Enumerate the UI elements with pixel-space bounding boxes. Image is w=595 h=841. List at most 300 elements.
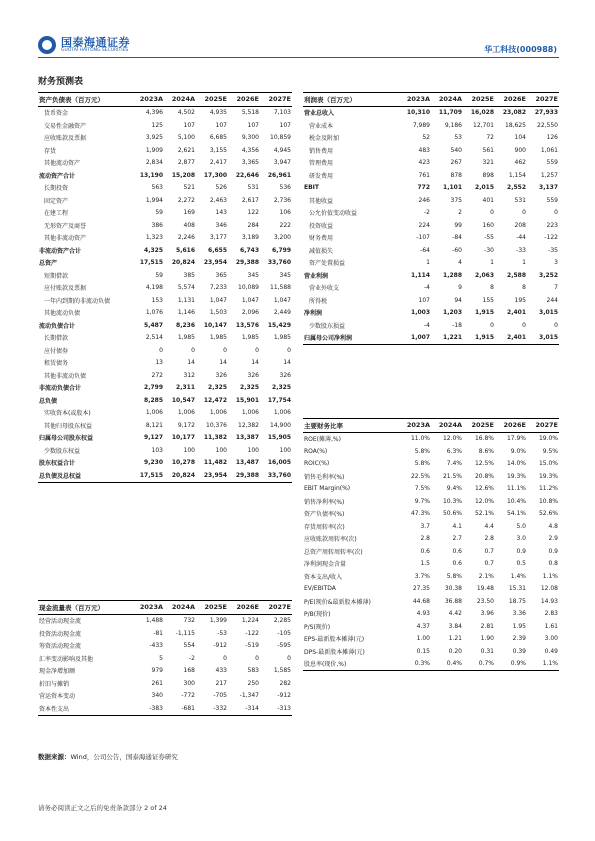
- cell-value: -519: [245, 642, 259, 650]
- cell-value: 13,387: [235, 434, 259, 442]
- cell-value: 2.83: [544, 610, 558, 618]
- cell-value: 19.3%: [538, 472, 558, 480]
- footer-disclaimer: 请务必阅读正文之后的免责条款部分 2 of 24: [38, 804, 167, 812]
- row-label: 一年内到期的非流动负债: [44, 297, 111, 305]
- cell-value: 0: [554, 209, 558, 217]
- logo-mark-icon: [38, 36, 56, 54]
- cell-value: 100: [215, 446, 227, 454]
- table-row: [38, 194, 292, 207]
- cell-value: 1.5: [420, 560, 430, 568]
- table-row: [303, 169, 559, 182]
- cell-value: 36.88: [444, 597, 462, 605]
- cell-value: 2.9: [548, 535, 558, 543]
- cell-value: 2,588: [507, 271, 526, 279]
- cell-value: 1,154: [508, 171, 526, 179]
- cell-value: 1,221: [443, 334, 462, 342]
- cell-value: 2,514: [145, 334, 163, 342]
- cell-value: 1,985: [177, 334, 195, 342]
- cell-value: 11.2%: [538, 485, 558, 493]
- cell-value: 1,006: [241, 409, 259, 417]
- cell-value: 10,859: [270, 134, 291, 142]
- cell-value: 169: [183, 209, 195, 217]
- cell-value: 561: [482, 146, 494, 154]
- cell-value: 0.9: [548, 547, 558, 555]
- cell-value: 33,760: [267, 259, 291, 267]
- cell-value: 272: [151, 371, 163, 379]
- cell-value: 13,487: [235, 459, 259, 467]
- cell-value: 10,376: [206, 421, 227, 429]
- cell-value: 11,588: [270, 284, 291, 292]
- row-label: 公允价值变动收益: [309, 210, 358, 218]
- cell-value: 1,288: [443, 271, 462, 279]
- year-header: 2025E: [471, 421, 494, 430]
- table-row: [303, 207, 559, 220]
- cell-value: -53: [217, 629, 227, 637]
- table-row: [303, 294, 559, 307]
- cell-value: 50.6%: [442, 510, 462, 518]
- cell-value: 0.7%: [478, 660, 494, 668]
- row-label: 资产负债率(%): [304, 511, 345, 519]
- cell-value: 8: [522, 284, 526, 292]
- cell-value: 5,100: [177, 134, 195, 142]
- cell-value: 3.7%: [414, 572, 430, 580]
- table-row: [303, 219, 559, 232]
- cell-value: 0: [223, 346, 227, 354]
- cell-value: 0: [255, 654, 259, 662]
- row-label: 投资活动现金流: [39, 630, 82, 638]
- cell-value: 2.8: [420, 535, 430, 543]
- row-label: 总资产周转周转率(次): [304, 548, 363, 556]
- row-label: 经营活动现金流: [39, 618, 82, 626]
- cell-value: 3.7: [420, 522, 430, 530]
- cell-value: 8,285: [144, 396, 163, 404]
- row-label: ROA(%): [304, 447, 328, 455]
- cell-value: 14.0%: [506, 460, 526, 468]
- table-row: [38, 294, 292, 307]
- table-row: [38, 207, 292, 220]
- table-row: [303, 495, 559, 508]
- table-row: [303, 307, 559, 320]
- cell-value: 4,935: [209, 109, 227, 117]
- cell-value: 2,834: [145, 159, 163, 167]
- table-row: [38, 132, 292, 145]
- row-label: 总负债及总权益: [39, 472, 82, 480]
- row-label: 总资产: [39, 260, 58, 268]
- cell-value: 52: [422, 134, 430, 142]
- cell-value: 1,047: [209, 296, 227, 304]
- cell-value: 11.1%: [506, 485, 526, 493]
- table-row: [38, 652, 292, 665]
- cell-value: 0.5: [516, 560, 526, 568]
- year-header: 2024A: [171, 603, 195, 612]
- cell-value: 12.5%: [474, 460, 494, 468]
- cell-value: -18: [452, 321, 462, 329]
- table-row: [38, 344, 292, 357]
- table-row: [38, 419, 292, 432]
- row-label: DPS-最新股本摊薄(元): [304, 648, 365, 656]
- cell-value: -60: [452, 246, 462, 254]
- cell-value: 321: [482, 159, 494, 167]
- table-row: [303, 633, 559, 646]
- cell-value: -595: [277, 642, 291, 650]
- year-header: 2023A: [406, 421, 430, 430]
- row-label: 交易性金融资产: [44, 122, 87, 130]
- cell-value: 5.8%: [414, 447, 430, 455]
- cell-value: 3,947: [273, 159, 291, 167]
- cell-value: 583: [247, 667, 259, 675]
- row-label: 资本性支出: [39, 705, 70, 713]
- cell-value: 224: [418, 221, 430, 229]
- cell-value: 1,131: [177, 296, 195, 304]
- company-logo: [38, 34, 158, 56]
- cell-value: 5,487: [144, 321, 163, 329]
- cell-value: -314: [245, 704, 259, 712]
- cell-value: 2.8: [484, 535, 494, 543]
- cell-value: 1,915: [475, 334, 494, 342]
- row-label: 净利润: [304, 310, 323, 318]
- cell-value: 94: [454, 296, 462, 304]
- cell-value: 531: [514, 196, 526, 204]
- cell-value: 326: [247, 371, 259, 379]
- cell-value: 13,576: [235, 321, 259, 329]
- data-source: [38, 752, 178, 761]
- cell-value: 300: [183, 679, 195, 687]
- cell-value: 3.36: [512, 610, 526, 618]
- cell-value: 21.5%: [442, 472, 462, 480]
- row-label: 其他流动资产: [44, 160, 81, 168]
- cell-value: 14: [283, 359, 291, 367]
- row-label: 股东权益合计: [39, 460, 76, 468]
- cell-value: 222: [279, 221, 291, 229]
- cell-value: 17,300: [203, 171, 227, 179]
- header-divider: [38, 57, 559, 58]
- table-row: [38, 157, 292, 170]
- row-label: 长期借款: [44, 335, 69, 343]
- table-title: 资产负债表（百万元）: [39, 95, 104, 104]
- cell-value: 2,246: [177, 234, 195, 242]
- cell-value: 19.3%: [506, 472, 526, 480]
- table-row: [38, 614, 292, 627]
- section-title: 财务预测表: [38, 77, 84, 87]
- row-label: 销售毛利率(%): [304, 473, 345, 481]
- source-label: 数据来源：: [38, 753, 71, 761]
- row-label: 现金净增加额: [39, 668, 76, 676]
- cell-value: 195: [514, 296, 526, 304]
- cell-value: 0: [490, 209, 494, 217]
- cell-value: 7,989: [412, 121, 430, 129]
- row-label: 净利润现金含量: [304, 561, 347, 569]
- cell-value: 30.38: [444, 585, 462, 593]
- balance-sheet-table: [38, 92, 292, 483]
- cell-value: 0.3%: [414, 660, 430, 668]
- cell-value: 4,502: [177, 109, 195, 117]
- cell-value: 15.0%: [538, 460, 558, 468]
- cell-value: 11,382: [203, 434, 227, 442]
- cell-value: 14.93: [540, 597, 558, 605]
- cell-value: 20,824: [171, 259, 195, 267]
- cell-value: 6,799: [272, 246, 291, 254]
- cell-value: -105: [277, 629, 291, 637]
- table-header-row: [38, 601, 292, 615]
- financial-ratios-table: [303, 418, 559, 671]
- cell-value: 22,550: [537, 121, 558, 129]
- cell-value: 0: [191, 346, 195, 354]
- cell-value: 17,754: [267, 396, 291, 404]
- cell-value: 0: [159, 346, 163, 354]
- year-header: 2023A: [139, 603, 163, 612]
- cell-value: 3: [554, 259, 558, 267]
- row-label: 营业总收入: [304, 110, 335, 118]
- cell-value: 1,006: [209, 409, 227, 417]
- cell-value: 16,005: [267, 459, 291, 467]
- cell-value: 7,233: [209, 284, 227, 292]
- cell-value: 1: [522, 259, 526, 267]
- cell-value: 0: [522, 209, 526, 217]
- cell-value: -122: [544, 234, 558, 242]
- row-label: 少数股东权益: [44, 447, 81, 455]
- table-row: [303, 257, 559, 270]
- row-label: 所得税: [309, 297, 328, 305]
- cell-value: 59: [155, 271, 163, 279]
- cell-value: 3.0: [516, 535, 526, 543]
- cell-value: 2,449: [273, 309, 291, 317]
- row-label: 减值损失: [309, 247, 334, 255]
- cell-value: 11.0%: [410, 435, 430, 443]
- cell-value: 2,799: [144, 384, 163, 392]
- cell-value: 100: [247, 446, 259, 454]
- cell-value: -4: [424, 284, 430, 292]
- table-row: [303, 508, 559, 521]
- cell-value: 3,015: [539, 309, 558, 317]
- cell-value: 261: [151, 679, 163, 687]
- row-label: 流动资产合计: [39, 172, 76, 180]
- cell-value: 143: [215, 209, 227, 217]
- cell-value: 10.4%: [506, 497, 526, 505]
- row-label: P/E(现价&最新股本摊薄): [304, 598, 371, 606]
- cell-value: 375: [450, 196, 462, 204]
- source-text: Wind，公司公告，国泰海通证券研究: [70, 753, 178, 761]
- cell-value: -2: [424, 209, 430, 217]
- cell-value: 3,177: [209, 234, 227, 242]
- cell-value: -313: [277, 704, 291, 712]
- cell-value: 1,909: [145, 146, 163, 154]
- row-label: EBIT: [304, 184, 319, 192]
- cell-value: 8: [490, 284, 494, 292]
- table-header-row: [303, 93, 559, 107]
- cell-value: 531: [247, 184, 259, 192]
- row-label: 非流动资产合计: [39, 247, 82, 255]
- cell-value: 18.75: [508, 597, 526, 605]
- cell-value: 5,518: [241, 109, 259, 117]
- cell-value: 9.5%: [542, 447, 558, 455]
- row-label: 固定资产: [44, 197, 69, 205]
- cell-value: 3,252: [539, 271, 558, 279]
- cell-value: 540: [450, 146, 462, 154]
- cell-value: 345: [279, 271, 291, 279]
- cell-value: 385: [183, 271, 195, 279]
- cell-value: -772: [181, 692, 195, 700]
- table-row: [38, 407, 292, 420]
- cell-value: 0.6: [452, 547, 462, 555]
- cell-value: 9,230: [144, 459, 163, 467]
- cell-value: 0.6: [420, 547, 430, 555]
- cell-value: -44: [516, 234, 526, 242]
- table-row: [38, 457, 292, 470]
- cell-value: 15,905: [267, 434, 291, 442]
- cell-value: 2,325: [272, 384, 291, 392]
- row-label: 营运资本变动: [39, 693, 76, 701]
- cell-value: 12,701: [473, 121, 494, 129]
- cell-value: 20,824: [171, 471, 195, 479]
- cell-value: 107: [247, 121, 259, 129]
- cell-value: 1.61: [544, 622, 558, 630]
- cell-value: 345: [247, 271, 259, 279]
- cell-value: 2,552: [507, 184, 526, 192]
- cell-value: 1,994: [145, 196, 163, 204]
- cell-value: 103: [151, 446, 163, 454]
- row-label: 其他归母股东权益: [44, 422, 93, 430]
- table-row: [38, 444, 292, 457]
- cell-value: -33: [516, 246, 526, 254]
- cell-value: 559: [546, 196, 558, 204]
- table-row: [303, 182, 559, 195]
- table-header-row: [38, 93, 292, 107]
- cell-value: 1.1%: [542, 660, 558, 668]
- cell-value: 104: [514, 134, 526, 142]
- cell-value: 4,945: [273, 146, 291, 154]
- row-label: 总负债: [39, 397, 58, 405]
- cell-value: 2.39: [512, 635, 526, 643]
- cell-value: 33,760: [267, 471, 291, 479]
- cell-value: 13: [155, 359, 163, 367]
- cell-value: 107: [183, 121, 195, 129]
- cell-value: 0.7: [484, 560, 494, 568]
- cell-value: 9,172: [177, 421, 195, 429]
- row-label: 销售费用: [309, 147, 334, 155]
- cell-value: 2,325: [240, 384, 259, 392]
- row-label: 实收资本(或股本): [44, 410, 91, 418]
- cell-value: 1.21: [448, 635, 462, 643]
- row-label: 短期借款: [44, 272, 69, 280]
- cell-value: 29,388: [235, 259, 259, 267]
- table-row: [38, 106, 292, 119]
- cell-value: 1,503: [209, 309, 227, 317]
- cell-value: 8,236: [176, 321, 195, 329]
- year-header: 2026E: [503, 95, 526, 104]
- cell-value: 3,155: [209, 146, 227, 154]
- cell-value: 9.7%: [414, 497, 430, 505]
- cell-value: 15,429: [267, 321, 291, 329]
- cell-value: 3,365: [241, 159, 259, 167]
- cell-value: 526: [215, 184, 227, 192]
- cell-value: 250: [247, 679, 259, 687]
- table-row: [38, 257, 292, 270]
- cell-value: 433: [215, 667, 227, 675]
- cell-value: 4,356: [241, 146, 259, 154]
- row-label: 应收账款周转率(次): [304, 536, 357, 544]
- logo-subtext: GUOTAI HAITONG SECURITIES: [61, 48, 129, 53]
- cell-value: -433: [149, 642, 163, 650]
- cell-value: 1,061: [540, 146, 558, 154]
- cell-value: 17,515: [139, 259, 163, 267]
- row-label: 投资收益: [309, 222, 334, 230]
- cell-value: 365: [215, 271, 227, 279]
- cell-value: 1,076: [145, 309, 163, 317]
- cell-value: 19.48: [476, 585, 494, 593]
- cell-value: 44.68: [412, 597, 430, 605]
- cell-value: 1,399: [209, 617, 227, 625]
- cell-value: 1.4%: [510, 572, 526, 580]
- row-label: 归属母公司净利润: [304, 335, 353, 343]
- year-header: 2027E: [268, 95, 291, 104]
- year-header: 2024A: [438, 421, 462, 430]
- row-label: 货币资金: [44, 110, 69, 118]
- table-row: [303, 157, 559, 170]
- cell-value: 107: [215, 121, 227, 129]
- cell-value: 29,388: [235, 471, 259, 479]
- cell-value: 0.9%: [510, 660, 526, 668]
- cell-value: 0: [490, 321, 494, 329]
- cell-value: 1,047: [273, 296, 291, 304]
- cell-value: 12,472: [203, 396, 227, 404]
- year-header: 2025E: [471, 95, 494, 104]
- cell-value: 9.0%: [510, 447, 526, 455]
- cell-value: 2.7: [452, 535, 462, 543]
- row-label: 财务费用: [309, 235, 334, 243]
- cell-value: 10,310: [406, 109, 430, 117]
- table-row: [38, 394, 292, 407]
- cell-value: 14: [187, 359, 195, 367]
- year-header: 2027E: [535, 95, 558, 104]
- row-label: 资产处置损益: [309, 260, 346, 268]
- cell-value: 106: [279, 209, 291, 217]
- table-row: [303, 583, 559, 596]
- cell-value: 72: [486, 134, 494, 142]
- cell-value: 2,401: [507, 309, 526, 317]
- row-label: 非流动负债合计: [39, 385, 82, 393]
- cell-value: 2,736: [273, 196, 291, 204]
- cell-value: 223: [546, 221, 558, 229]
- cell-value: 2,015: [475, 184, 494, 192]
- cell-value: -2: [189, 654, 195, 662]
- cell-value: -1,115: [175, 629, 195, 637]
- cell-value: 346: [215, 221, 227, 229]
- cell-value: 900: [514, 146, 526, 154]
- cell-value: 52.1%: [474, 510, 494, 518]
- cell-value: 3.96: [480, 610, 494, 618]
- cell-value: 26,961: [267, 171, 291, 179]
- cell-value: 898: [482, 171, 494, 179]
- table-row: [303, 645, 559, 658]
- cell-value: 0.4%: [446, 660, 462, 668]
- cell-value: -64: [420, 246, 430, 254]
- cell-value: -4: [424, 321, 430, 329]
- cell-value: 1: [426, 259, 430, 267]
- cell-value: 284: [247, 221, 259, 229]
- row-label: EV/EBITDA: [304, 585, 336, 593]
- cell-value: 12.0%: [474, 497, 494, 505]
- cell-value: -912: [213, 642, 227, 650]
- cell-value: 1,985: [209, 334, 227, 342]
- cell-value: -705: [213, 692, 227, 700]
- cell-value: -35: [548, 246, 558, 254]
- cell-value: 1,224: [241, 617, 259, 625]
- cell-value: 12.08: [540, 585, 558, 593]
- cell-value: 27,933: [534, 109, 558, 117]
- table-row: [38, 369, 292, 382]
- cell-value: -30: [484, 246, 494, 254]
- cell-value: 4.42: [448, 610, 462, 618]
